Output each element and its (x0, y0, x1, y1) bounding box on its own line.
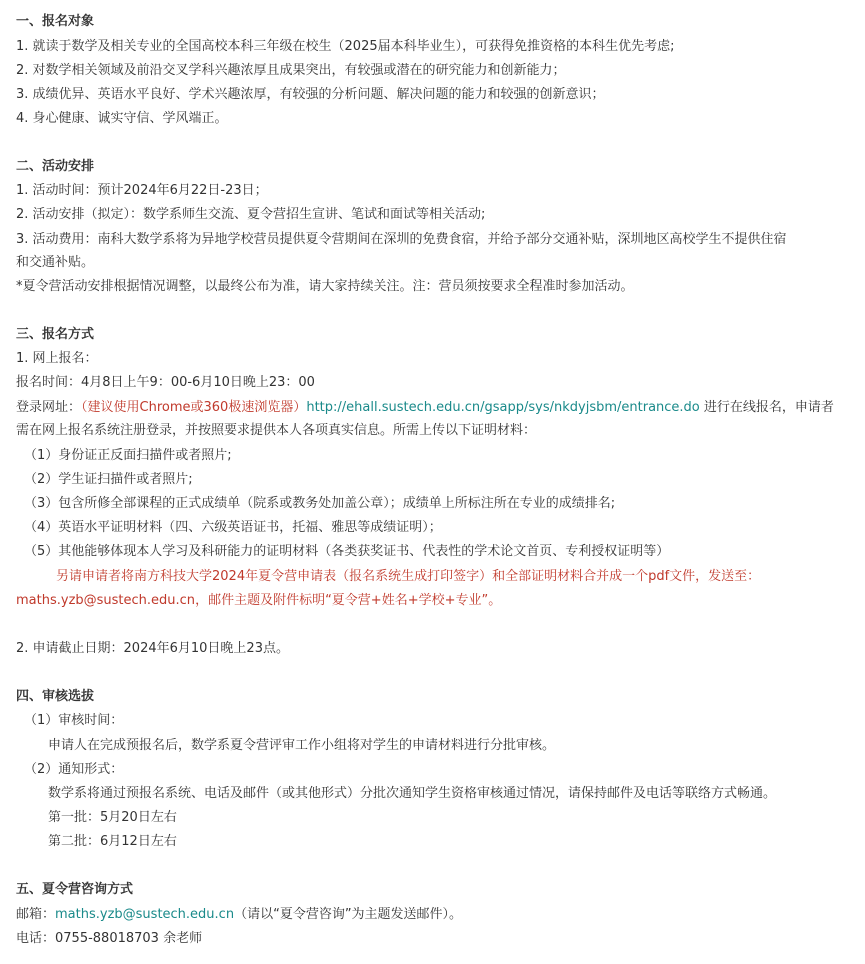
url-suffix: 进行在线报名，申请者 (699, 400, 834, 415)
section-2-title: 二、活动安排 (16, 159, 95, 174)
material-item-4: （4）英语水平证明材料（四、六级英语证书，托福、雅思等成绩证明）； (24, 520, 442, 535)
email-note: （请以“夏令营咨询”为主题发送邮件）。 (234, 907, 463, 922)
review-time-label: （1）审核时间： (24, 713, 124, 728)
section-2-item-1: 1. 活动时间：预计2024年6月22日-23日； (16, 183, 268, 198)
material-item-3: （3）包含所修全部课程的正式成绩单（院系或教务处加盖公章）；成绩单上所标注所在专业的成绩排名; (24, 496, 616, 511)
contact-phone: 电话：0755-88018703 余老师 (16, 931, 203, 946)
browser-recommendation: （建议使用Chrome或360极速浏览器） (81, 400, 307, 415)
contact-email-link[interactable]: maths.yzb@sustech.edu.cn (55, 907, 235, 922)
material-item-1: （1）身份证正反面扫描件或者照片; (24, 448, 232, 463)
section-1-item-2: 2. 对数学相关领域及前沿交叉学科兴趣浓厚且成果突出，有较强或潜在的研究能力和创新能力； (16, 63, 566, 78)
section-4-title: 四、审核选拔 (16, 689, 95, 704)
section-2-note: *夏令营活动安排根据情况调整，以最终公布为准，请大家持续关注。注：营员须按要求全程准时参加活动。 (16, 279, 634, 294)
application-deadline: 2. 申请截止日期：2024年6月10日晚上23点。 (16, 641, 289, 656)
notification-text: 数学系将通过预报名系统、电话及邮件（或其他形式）分批次通知学生资格审核通过情况，请保持邮件及电话等联络方式畅通。 (48, 786, 777, 801)
contact-email-line (16, 905, 462, 925)
notification-label: （2）通知形式： (24, 762, 124, 777)
section-1-item-3: 3. 成绩优异、英语水平良好、学术兴趣浓厚，有较强的分析问题、解决问题的能力和较强的创新意识； (16, 87, 605, 102)
section-1-item-1: 1. 就读于数学及相关专业的全国高校本科三年级在校生（2025届本科毕业生），可获得免推资格的本科生优先考虑; (16, 39, 675, 54)
submission-subject-note: ，邮件主题及附件标明“夏令营+姓名+学校+专业”。 (195, 593, 502, 608)
material-item-5: （5）其他能够体现本人学习及科研能力的证明材料（各类获奖证书、代表性的学术论文首页、专利授权证明等） (24, 544, 670, 559)
section-2-item-3: 3. 活动费用：南科大数学系将为异地学校营员提供夏令营期间在深圳的免费食宿，并给予部分交通补贴，深圳地区高校学生不提供住宿 (16, 232, 787, 247)
submission-instruction-cont (16, 591, 501, 611)
review-time-text: 申请人在完成预报名后，数学系夏令营评审工作小组将对学生的申请材料进行分批审核。 (48, 738, 556, 753)
registration-url-line (16, 398, 834, 418)
section-2-item-2: 2. 活动安排（拟定）：数学系师生交流、夏令营招生宣讲、笔试和面试等相关活动; (16, 207, 486, 222)
url-prefix: 登录网址： (16, 400, 82, 415)
submission-instruction: 另请申请者将南方科技大学2024年夏令营申请表（报名系统生成打印签字）和全部证明材料合并成一个pdf文件，发送至： (56, 569, 761, 584)
first-batch: 第一批：5月20日左右 (48, 810, 177, 825)
section-3-title: 三、报名方式 (16, 327, 95, 342)
online-registration-label: 1. 网上报名： (16, 351, 98, 366)
submission-email-link[interactable]: maths.yzb@sustech.edu.cn (16, 593, 196, 608)
material-item-2: （2）学生证扫描件或者照片; (24, 472, 193, 487)
registration-time: 报名时间：4月8日上午9：00-6月10日晚上23：00 (16, 375, 315, 390)
section-5-title: 五、夏令营咨询方式 (16, 882, 134, 897)
section-1-title: 一、报名对象 (16, 14, 95, 29)
section-1-item-4: 4. 身心健康、诚实守信、学风端正。 (16, 111, 228, 126)
section-2-item-3-cont: 和交通补贴。 (16, 255, 95, 270)
registration-link[interactable]: http://ehall.sustech.edu.cn/gsapp/sys/nkdyjsbm/entrance.do (306, 400, 700, 415)
second-batch: 第二批：6月12日左右 (48, 834, 177, 849)
email-label: 邮箱： (16, 907, 56, 922)
registration-instructions: 需在网上报名系统注册登录，并按照要求提供本人各项真实信息。所需上传以下证明材料： (16, 423, 537, 438)
